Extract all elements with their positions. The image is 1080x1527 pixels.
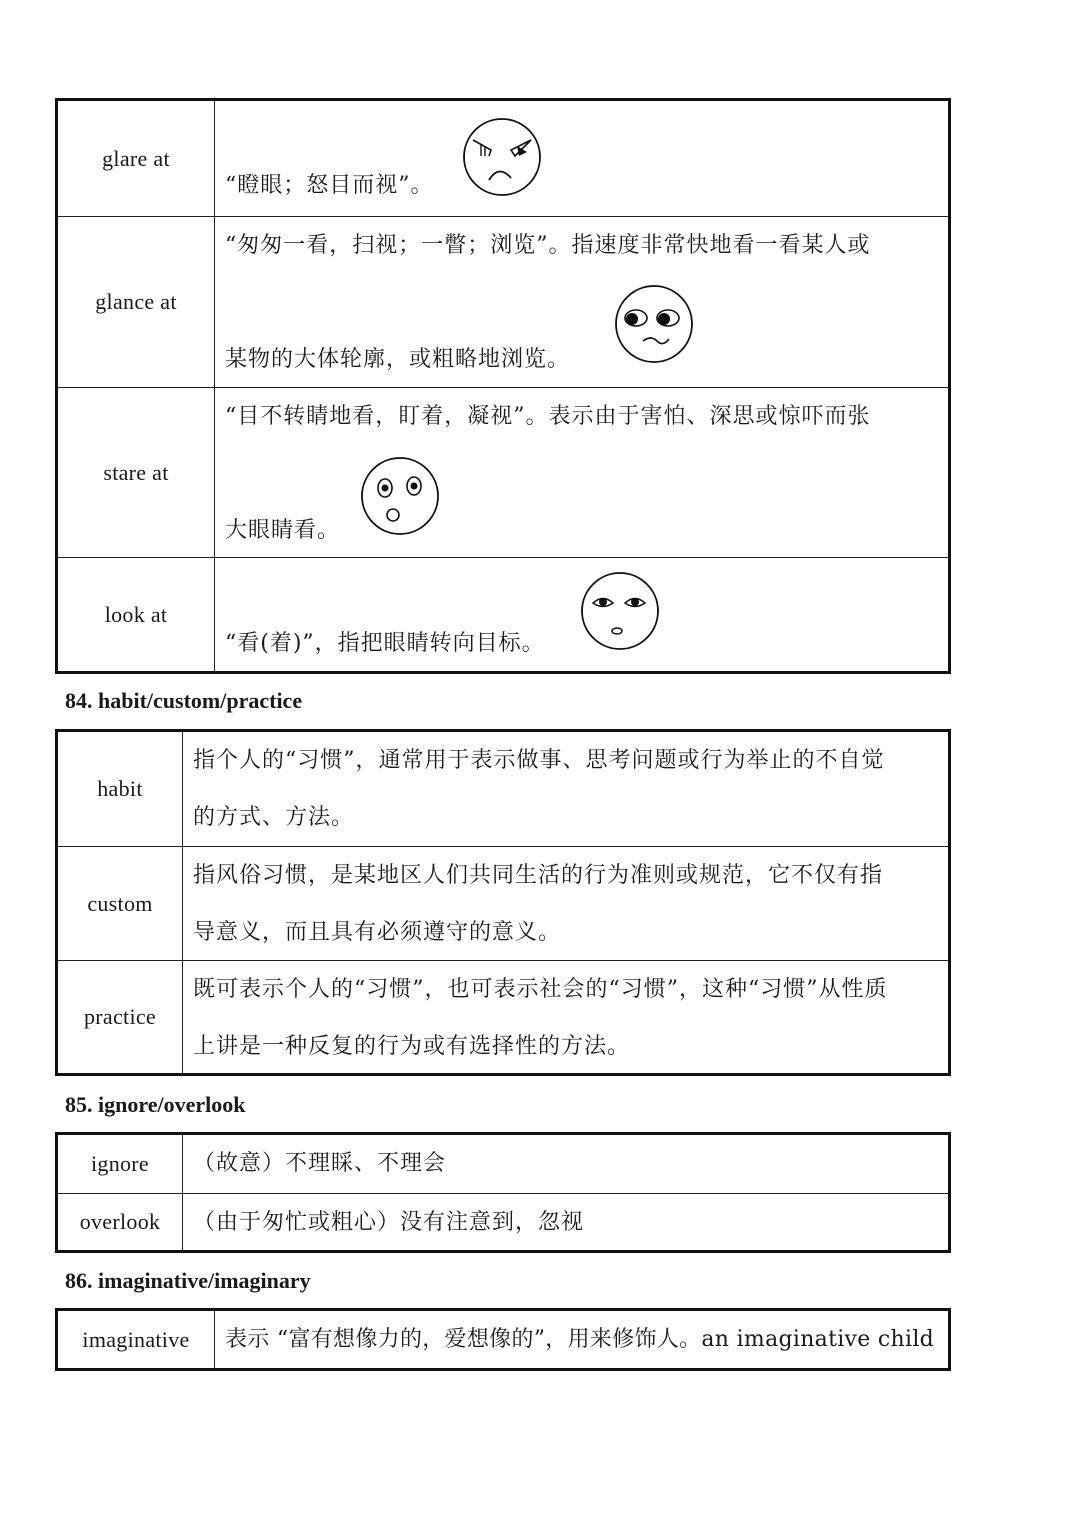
definition-cell xyxy=(215,1311,948,1368)
term-cell: overlook xyxy=(58,1194,183,1250)
table-row xyxy=(58,732,948,846)
neutral-face-icon xyxy=(579,570,661,652)
term-cell: glare at xyxy=(58,101,215,216)
definition-line xyxy=(225,101,940,158)
table-row xyxy=(58,1311,948,1368)
section-heading: 84. habit/custom/practice xyxy=(65,688,303,713)
table-row xyxy=(58,960,948,1073)
definition-line: 的方式、方法。 xyxy=(193,805,355,830)
definition-line: “瞪眼；怒目而视”。 xyxy=(225,173,434,198)
surprised-face-icon xyxy=(359,455,441,537)
definition-cell xyxy=(215,388,948,557)
term-cell: custom xyxy=(58,847,183,960)
definition-line xyxy=(225,445,940,502)
table-row xyxy=(58,387,948,557)
definition-line: “目不转睛地看，盯着，凝视”。表示由于害怕、深思或惊吓而张 xyxy=(225,404,871,429)
definition-cell xyxy=(215,558,948,671)
definition-line: “匆匆一看，扫视；一瞥；浏览”。指速度非常快地看一看某人或 xyxy=(225,233,871,258)
definition-line: （由于匆忙或粗心）没有注意到，忽视 xyxy=(193,1210,585,1235)
term-cell: habit xyxy=(58,732,183,846)
definition-line: 导意义，而且具有必须遵守的意义。 xyxy=(193,920,562,945)
table-row xyxy=(58,1135,948,1193)
term-cell: ignore xyxy=(58,1135,183,1193)
definition-line: 既可表示个人的“习惯”，也可表示社会的“习惯”，这种“习惯”从性质 xyxy=(193,977,888,1002)
definition-line: 大眼睛看。 xyxy=(225,518,341,543)
definition-cell xyxy=(183,732,948,846)
definition-cell xyxy=(183,847,948,960)
definition-line: 某物的大体轮廓，或粗略地浏览。 xyxy=(225,347,571,372)
table-row xyxy=(58,846,948,960)
habit-custom-practice-table xyxy=(55,729,951,1076)
table-row xyxy=(58,101,948,216)
term-cell: stare at xyxy=(58,388,215,557)
definition-line: 指风俗习惯，是某地区人们共同生活的行为准则或规范，它不仅有指 xyxy=(193,863,884,888)
term-cell: glance at xyxy=(58,217,215,387)
definition-cell xyxy=(183,1135,948,1193)
ignore-overlook-table xyxy=(55,1132,951,1253)
section-heading: 85. ignore/overlook xyxy=(65,1092,246,1117)
imaginative-imaginary-table xyxy=(55,1308,951,1371)
term-cell: imaginative xyxy=(58,1311,215,1368)
section-heading: 86. imaginative/imaginary xyxy=(65,1268,311,1293)
table-row xyxy=(58,216,948,387)
definition-line: “看(着)”，指把眼睛转向目标。 xyxy=(225,631,545,656)
table-row xyxy=(58,557,948,671)
term-cell: practice xyxy=(58,961,183,1073)
table-row xyxy=(58,1193,948,1250)
definition-line: 表示 “富有想像力的，爱想像的”，用来修饰人。an imaginative child xyxy=(225,1327,935,1352)
definition-cell xyxy=(215,217,948,387)
definition-line xyxy=(225,274,940,331)
definition-cell xyxy=(183,961,948,1073)
definition-cell xyxy=(183,1194,948,1250)
definition-line: 上讲是一种反复的行为或有选择性的方法。 xyxy=(193,1034,631,1059)
look-verbs-table xyxy=(55,98,951,674)
term-cell: look at xyxy=(58,558,215,671)
definition-line: 指个人的“习惯”，通常用于表示做事、思考问题或行为举止的不自觉 xyxy=(193,748,885,773)
definition-cell xyxy=(215,101,948,216)
side-glance-face-icon xyxy=(613,283,695,365)
definition-line: （故意）不理睬、不理会 xyxy=(193,1151,447,1176)
angry-face-icon xyxy=(461,116,543,198)
